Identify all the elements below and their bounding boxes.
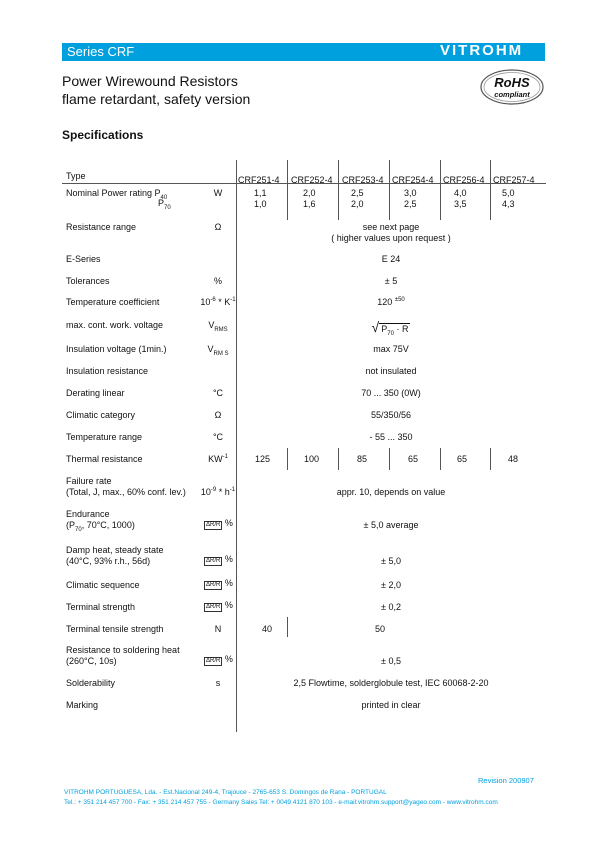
- p70-1: 1,0: [254, 199, 267, 209]
- thermal-1: 125: [255, 454, 271, 464]
- temprange-label: Temperature range: [66, 432, 143, 442]
- tensile-label: Terminal tensile strength: [66, 624, 164, 634]
- maxvolt-unit: $V_{RMS}$: [208, 320, 228, 333]
- derating-label: Derating linear: [66, 388, 125, 398]
- p70-3: 2,0: [351, 199, 364, 209]
- thermal-rule-4: [440, 448, 441, 470]
- insvolt-unit: $V_{RM S}$: [207, 344, 229, 357]
- power-label-p70: $P_{70}$: [158, 198, 171, 211]
- damp-label: Damp heat, steady state: [66, 545, 164, 555]
- power-label: Nominal Power rating $P_{40}$: [66, 188, 168, 201]
- solderability-unit: s: [215, 678, 221, 688]
- tempcoef-value: 120 $^{\pm 50}$: [377, 297, 405, 307]
- eseries-value: E 24: [381, 254, 401, 264]
- model-rule-5: [490, 160, 491, 220]
- page-subtitle: flame retardant, safety version: [62, 91, 251, 107]
- delta-r-icon: ΔR/R %: [206, 600, 233, 610]
- failure-unit: $10^{-9} * h^{-1}$: [200, 487, 236, 497]
- model-rule-1: [287, 160, 288, 220]
- p40-2: 2,0: [303, 188, 316, 198]
- p40-3: 2,5: [351, 188, 364, 198]
- derating-unit: °C: [212, 388, 224, 398]
- footer-address: VITROHM PORTUGUESA, Lda. - Est.Nacional 249-4, Trajouce - 2765-653 S. Domingos de Rana - PORTUGAL: [64, 789, 387, 796]
- model-2: CRF252-4: [291, 175, 333, 185]
- tempcoef-label: Temperature coefficient: [66, 297, 160, 307]
- delta-r-icon: ΔR/R %: [206, 654, 233, 664]
- resistance-unit: Ω: [214, 222, 222, 232]
- failure-value: appr. 10, depends on value: [336, 487, 446, 497]
- resistance-value: see next page: [362, 222, 420, 232]
- resistance-value-2: ( higher values upon request ): [331, 233, 451, 243]
- failure-label: Failure rate: [66, 476, 112, 486]
- p40-6: 5,0: [502, 188, 515, 198]
- temprange-value: - 55 ... 350: [369, 432, 413, 442]
- maxvolt-label: max. cont. work. voltage: [66, 320, 164, 330]
- delta-r-icon: ΔR/R %: [206, 518, 233, 528]
- marking-label: Marking: [66, 700, 99, 710]
- tensile-value-1: 40: [262, 624, 273, 634]
- insvolt-label: Insulation voltage (1min.): [66, 344, 167, 354]
- model-5: CRF256-4: [443, 175, 485, 185]
- tempcoef-unit: $10^{-6} * K^{-1}$: [200, 297, 236, 307]
- power-unit: W: [213, 188, 223, 198]
- p70-4: 2,5: [404, 199, 417, 209]
- thermal-2: 100: [304, 454, 320, 464]
- rohs-main-text: RoHS: [494, 75, 530, 90]
- rohs-sub-text: compliant: [494, 90, 530, 99]
- p70-5: 3,5: [454, 199, 467, 209]
- thermal-4: 65: [408, 454, 419, 464]
- page-title: Power Wirewound Resistors: [62, 73, 238, 89]
- insres-value: not insulated: [365, 366, 417, 376]
- tolerances-unit: %: [213, 276, 222, 286]
- delta-r-icon: ΔR/R %: [206, 554, 233, 564]
- model-1: CRF251-4: [238, 175, 280, 185]
- climatic-unit: Ω: [214, 410, 222, 420]
- model-rule-4: [440, 160, 441, 220]
- endurance-value: ± 5,0 average: [363, 520, 419, 530]
- model-3: CRF253-4: [342, 175, 384, 185]
- thermal-5: 65: [457, 454, 468, 464]
- footer-contacts: Tel.: + 351 214 457 700 - Fax: + 351 214 457 755 - Germany Sales Tel: + 0049 4121 870 103 - e-mail:vitrohm.support@yageo.com - www.vitrohm.com: [64, 799, 498, 806]
- tensile-value-2: 50: [375, 624, 386, 634]
- p40-1: 1,1: [254, 188, 267, 198]
- eseries-label: E-Series: [66, 254, 101, 264]
- model-6: CRF257-4: [493, 175, 535, 185]
- tensile-unit: N: [214, 624, 222, 634]
- termstr-label: Terminal strength: [66, 602, 136, 612]
- temprange-unit: °C: [212, 432, 224, 442]
- p70-6: 4,3: [502, 199, 515, 209]
- derating-value: 70 ... 350 (0W): [361, 388, 421, 398]
- thermal-label: Thermal resistance: [66, 454, 143, 464]
- tolerances-value: ± 5: [384, 276, 398, 286]
- type-label: Type: [66, 171, 86, 181]
- p70-2: 1,6: [303, 199, 316, 209]
- climatic-value: 55/350/56: [370, 410, 412, 420]
- model-rule-2: [338, 160, 339, 220]
- solderheat-label-2: (260°C, 10s): [66, 656, 117, 666]
- thermal-rule-2: [338, 448, 339, 470]
- solderability-value: 2,5 Flowtime, solderglobule test, IEC 60068-2-20: [293, 678, 489, 688]
- resistance-label: Resistance range: [66, 222, 137, 232]
- thermal-6: 48: [508, 454, 519, 464]
- termstr-value: ± 0,2: [381, 602, 401, 612]
- failure-label-2: (Total, J, max., 60% conf. lev.): [66, 487, 186, 497]
- model-rule-3: [389, 160, 390, 220]
- series-label: Series CRF: [67, 44, 135, 59]
- thermal-3: 85: [357, 454, 368, 464]
- thermal-unit: $KW^{-1}$: [208, 454, 228, 464]
- marking-value: printed in clear: [361, 700, 421, 710]
- climatic-label: Climatic category: [66, 410, 136, 420]
- solderheat-value: ± 0,5: [381, 656, 401, 666]
- climseq-label: Climatic sequence: [66, 580, 140, 590]
- solderability-label: Solderability: [66, 678, 116, 688]
- tolerances-label: Tolerances: [66, 276, 110, 286]
- insres-label: Insulation resistance: [66, 366, 149, 376]
- p40-5: 4,0: [454, 188, 467, 198]
- delta-r-icon: ΔR/R %: [206, 578, 233, 588]
- section-heading: Specifications: [62, 128, 144, 142]
- brand-logo: VITROHM: [440, 42, 524, 59]
- thermal-rule-3: [389, 448, 390, 470]
- unit-column-rule: [236, 160, 237, 732]
- p40-4: 3,0: [404, 188, 417, 198]
- damp-value: ± 5,0: [381, 556, 401, 566]
- climseq-value: ± 2,0: [381, 580, 401, 590]
- damp-label-2: (40°C, 93% r.h., 56d): [66, 556, 151, 566]
- model-4: CRF254-4: [392, 175, 434, 185]
- maxvolt-value: √ $P_{70} \cdot R$: [371, 319, 409, 337]
- revision-label: Revision 200907: [478, 776, 534, 785]
- endurance-label: Endurance: [66, 509, 110, 519]
- thermal-rule-1: [287, 448, 288, 470]
- insvolt-value: max 75V: [373, 344, 409, 354]
- tensile-rule: [287, 617, 288, 637]
- thermal-rule-5: [490, 448, 491, 470]
- solderheat-label: Resistance to soldering heat: [66, 645, 180, 655]
- endurance-label-2: ($P_{70}$, 70°C, 1000): [66, 520, 135, 533]
